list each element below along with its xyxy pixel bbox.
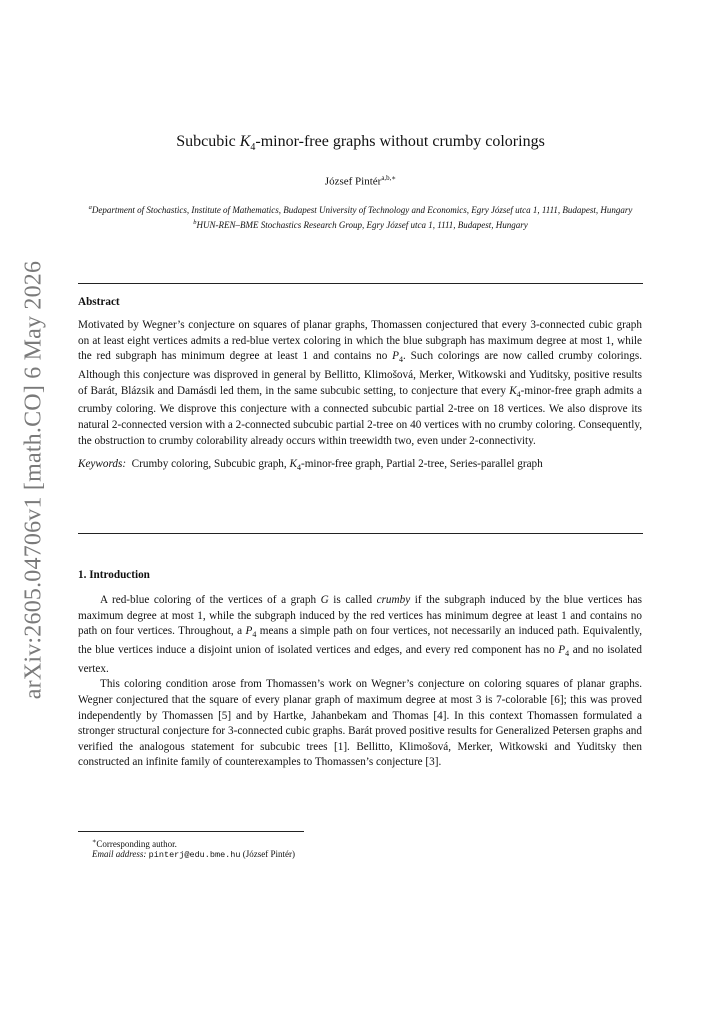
footnote-corresponding-text: Corresponding author.	[96, 839, 177, 849]
author	[0, 174, 721, 188]
abstract-paragraph	[78, 318, 642, 449]
intro-paragraph-2: This coloring condition arose from Thomassen’s work on Wegner’s conjecture on coloring squares of planar graphs. Wegner conjectured that the square of every planar graph of maximum degree at most 3 is 7-colorable [6]; this was proved independently by Thomassen [5] and by Hartke, Jahanbekam and Thomas [4]. In this context Thomassen formulated a stronger structural conjecture for 3-connected cubic graphs. Barát proved positive results for Generalized Petersen graphs and verified the analogous statement for subcubic trees [1]. Bellitto, Klimošová, Merker, Witkowski and Yuditsky then constructed an infinite family of counterexamples to Thomassen’s conjecture [3].	[78, 678, 642, 769]
abstract-k4-sub: 4	[516, 389, 521, 399]
title-var: K	[239, 133, 251, 150]
affiliation-b	[78, 217, 643, 232]
arxiv-identifier-text: arXiv:2605.04706v1 [math.CO] 6 May 2026	[20, 260, 47, 700]
intro-p1-p-var-2: P	[558, 644, 566, 657]
abstract-bottom-rule	[78, 533, 643, 534]
footnote-email-address[interactable]: pinterj@edu.bme.hu	[148, 850, 241, 860]
abstract-heading: Abstract	[78, 296, 120, 308]
intro-paragraph-1	[78, 593, 642, 677]
affiliations	[78, 202, 643, 231]
intro-p1-d: means a simple path on four vertices, not necessarily an induced path. Equivalently, the blue vertices induce a disjoint union of isolated vertices and edges, and every red component has no	[78, 625, 642, 657]
footnote-rule	[78, 831, 304, 832]
affiliation-b-mark: b	[193, 218, 197, 226]
affiliation-a	[78, 202, 643, 217]
intro-p1-a: A red-blue coloring of the vertices of a graph	[100, 594, 321, 606]
intro-p1-emphasis: crumby	[376, 594, 411, 606]
intro-p1-e: and no isolated vertex.	[78, 644, 642, 675]
introduction-body	[78, 593, 642, 771]
keywords-label: Keywords:	[78, 458, 127, 471]
abstract-p4-sub: 4	[399, 355, 404, 365]
keywords	[78, 457, 642, 476]
abstract-p4-var: P	[392, 350, 400, 363]
abstract-text-3: -minor-free graph admits a crumby coloring. We disprove this conjecture with a connected subcubic partial 2-tree on 18 vertices. We also disprove its natural 2-connected version with a 2-connected subcubic partial 2-tree on 40 vertices with no crumby coloring. Consequently, the obstruction to crumby colorability already occurs within treewidth two, even under 2-connectivity.	[78, 384, 642, 447]
author-marks: a,b,∗	[381, 174, 397, 182]
footnote-email-name: (József Pintér)	[242, 849, 295, 859]
intro-p1-g: G	[320, 594, 329, 606]
author-name: József Pintér	[324, 175, 382, 188]
title-post: -minor-free graphs without crumby colorings	[255, 133, 545, 150]
intro-p1-b: is called	[328, 594, 377, 606]
intro-p1-c: if the subgraph induced by the blue vertices has maximum degree at most 1, while the subgraph induced by the red vertices has minimum degree at least 1 and contains no path on four vertices. Throughout, a	[78, 594, 643, 638]
abstract-body	[78, 318, 642, 476]
paper-title	[0, 133, 721, 153]
section-heading: 1. Introduction	[78, 569, 150, 581]
intro-p1-p-var: P	[245, 625, 253, 638]
affiliation-b-text: HUN-REN–BME Stochastics Research Group, Egry József utca 1, 1111, Budapest, Hungary	[196, 219, 528, 230]
keywords-k-var: K	[289, 458, 297, 471]
keywords-text-1: Crumby coloring, Subcubic graph,	[131, 458, 290, 471]
intro-p1-p-sub: 4	[252, 630, 257, 640]
footnote-email	[92, 848, 295, 861]
title-pre: Subcubic	[176, 133, 240, 150]
keywords-text-2: -minor-free graph, Partial 2-tree, Series-parallel graph	[300, 458, 543, 471]
footnote-email-label: Email address:	[92, 849, 147, 859]
footnote-mark: ∗	[92, 838, 97, 845]
affiliation-a-text: Department of Stochastics, Institute of Mathematics, Budapest University of Technology and Economics, Egry József utca 1, 1111, Budapest, Hungary	[91, 205, 633, 215]
intro-p1-p-sub-2: 4	[565, 649, 570, 659]
affiliation-a-mark: a	[88, 204, 92, 211]
abstract-text-1: Motivated by Wegner’s conjecture on squares of planar graphs, Thomassen conjectured that every 3-connected cubic graph on at least eight vertices admits a red-blue vertex coloring in which the blue subgraph has maximum degree at most 1, while the red subgraph has minimum degree at least 1 and contains no	[78, 319, 642, 363]
title-sub: 4	[250, 142, 256, 154]
abstract-text-2: . Such colorings are now called crumby colorings. Although this conjecture was disproved in general by Bellitto, Klimošová, Merker, Witkowski and Yuditsky, positive results of Barát, Blázsik and Damásdi led them, in the same subcubic setting, to conjecture that every	[78, 350, 642, 397]
keywords-k-sub: 4	[296, 463, 301, 473]
abstract-top-rule	[78, 283, 643, 284]
abstract-k4-var: K	[509, 384, 517, 397]
